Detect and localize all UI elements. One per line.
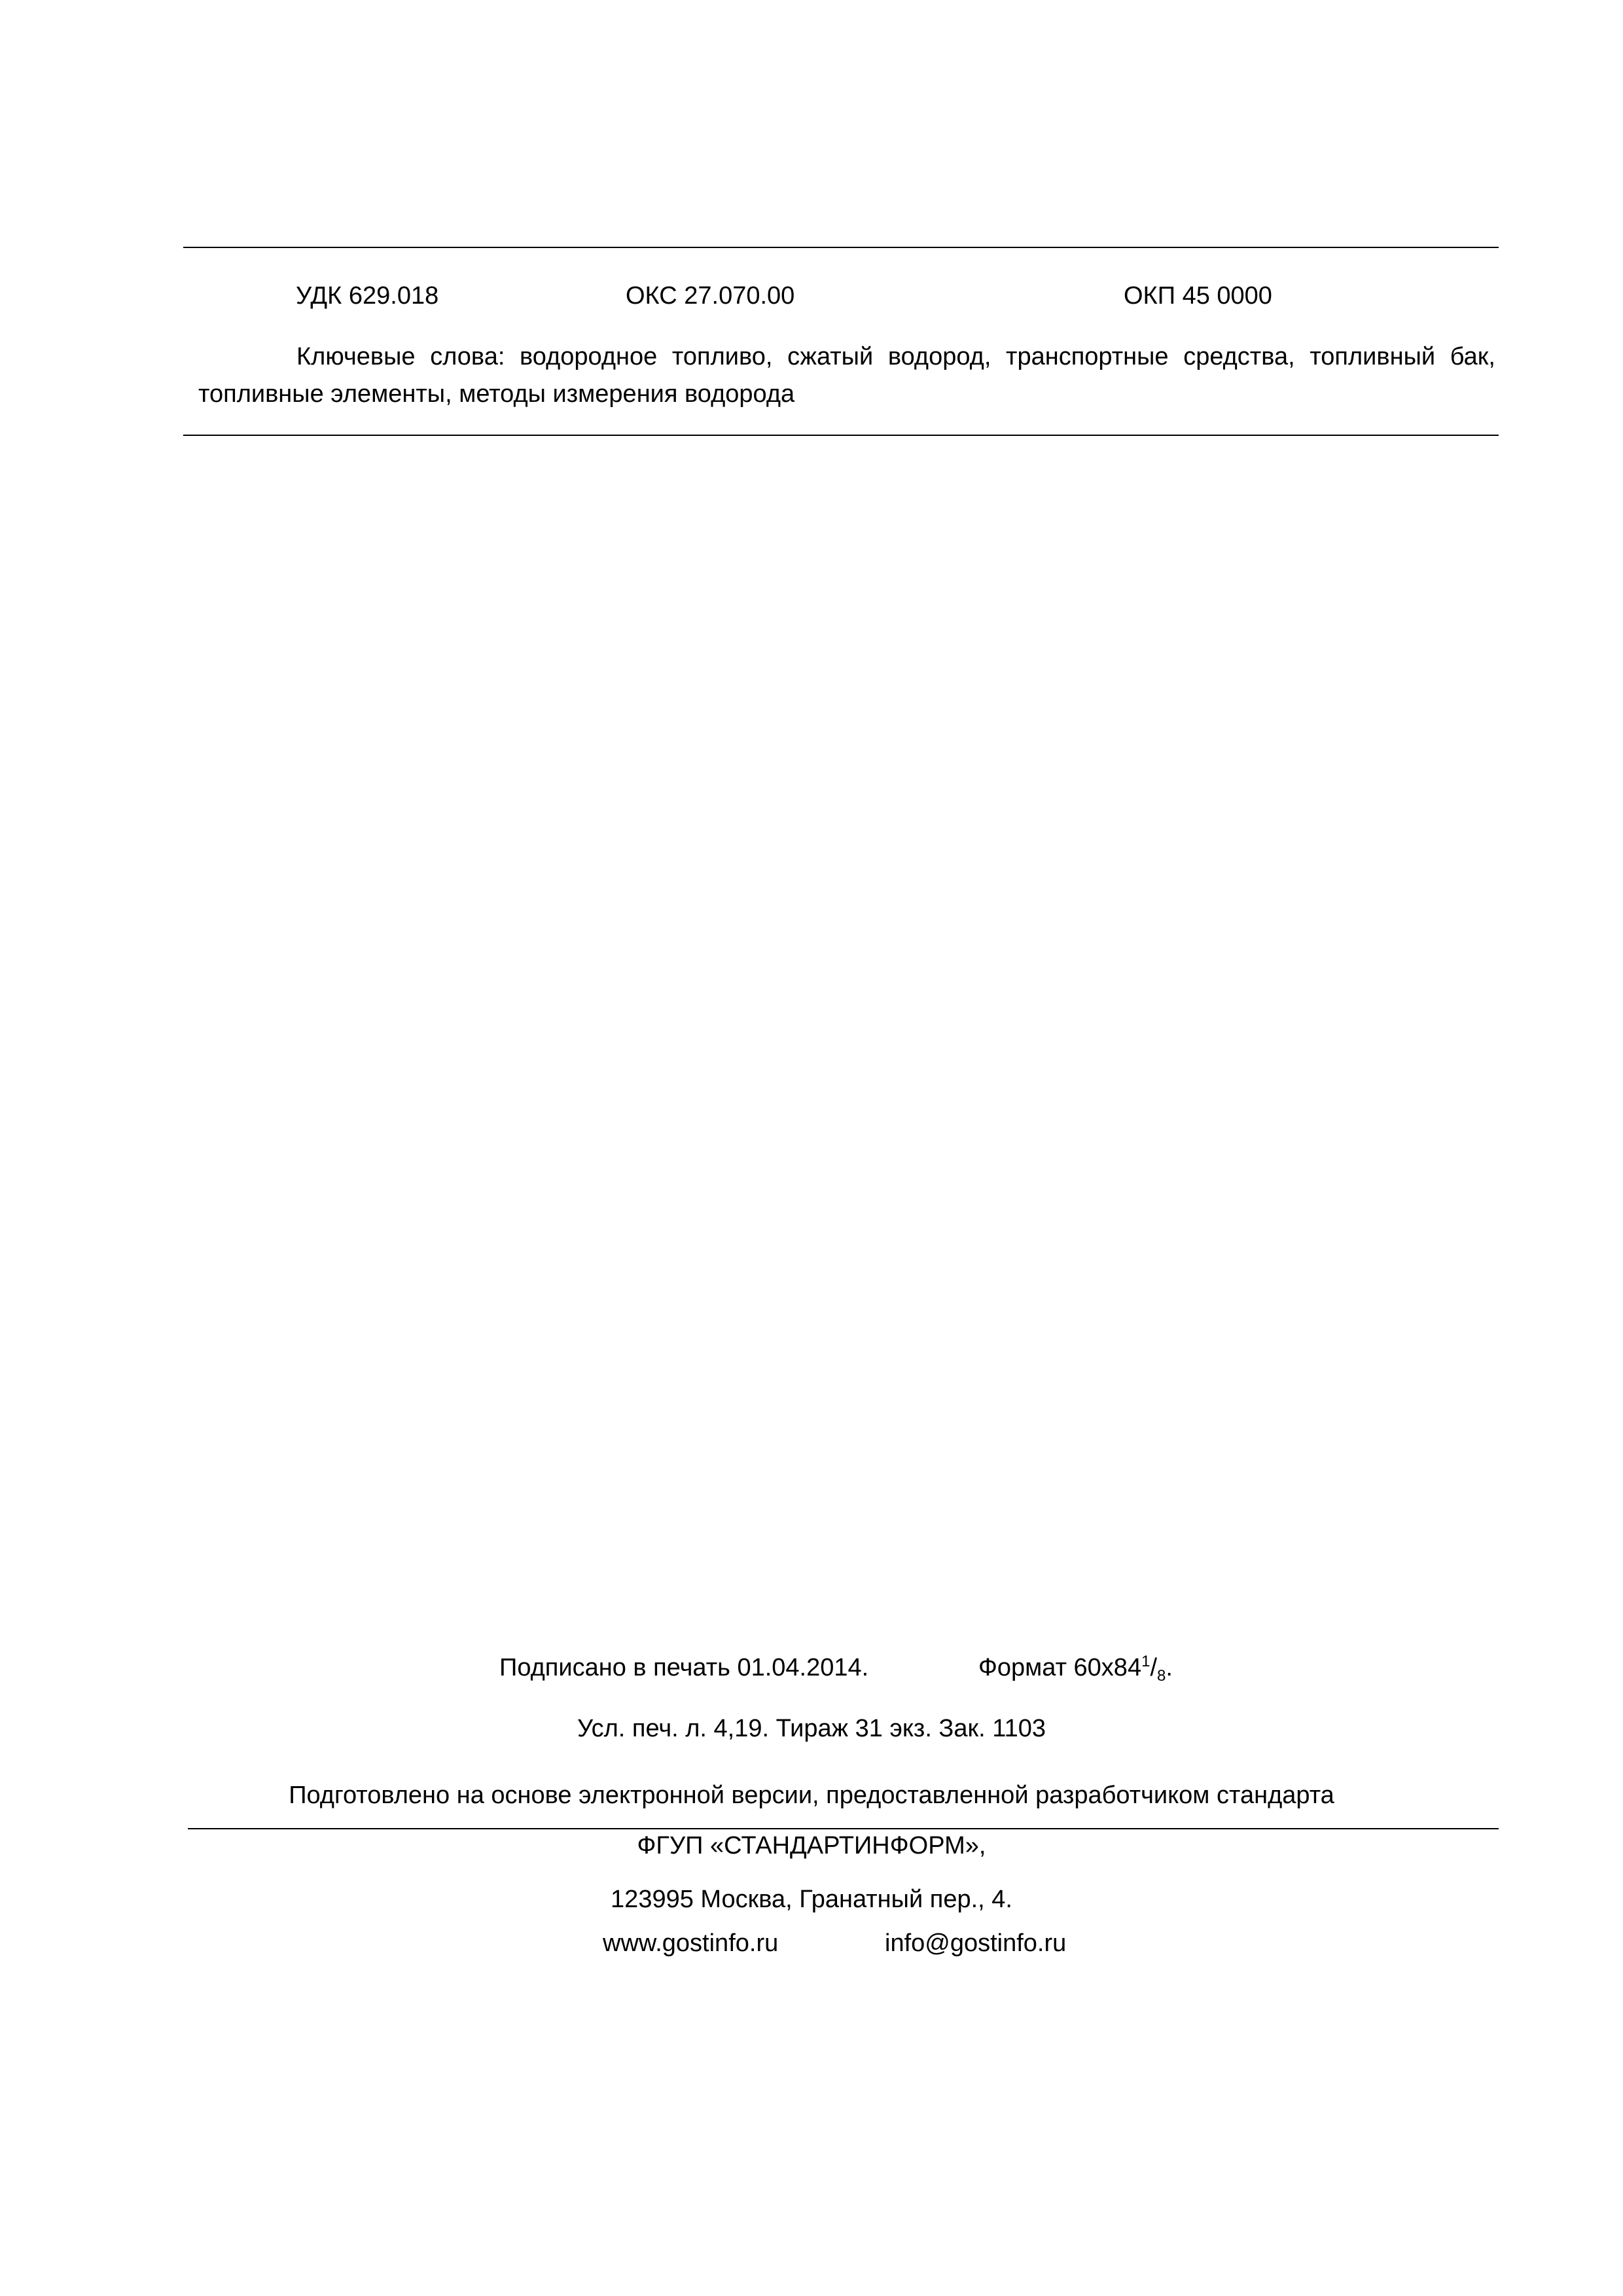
paper-format: [978, 1652, 1173, 1683]
publisher-address: 123995 Москва, Гранатный пер., 4.: [611, 1886, 1012, 1913]
udk-code: УДК 629.018: [296, 282, 439, 310]
format-denominator: 8: [1157, 1667, 1166, 1685]
keywords-bottom-rule: [183, 435, 1499, 436]
format-numerator: 1: [1141, 1653, 1150, 1670]
prepared-note: Подготовлено на основе электронной версии, предоставленной разработчиком стандарта: [289, 1782, 1334, 1809]
publisher-name: ФГУП «СТАНДАРТИНФОРМ»,: [637, 1832, 986, 1859]
keywords-paragraph: Ключевые слова: водородное топливо, сжатый водород, транспортные средства, топливный бак, топливные элементы, методы измерения водорода: [198, 343, 1495, 408]
publisher-email: info@gostinfo.ru: [885, 1929, 1067, 1957]
signed-to-print: Подписано в печать 01.04.2014.: [499, 1654, 869, 1681]
paper-format-label: Формат 60х84: [978, 1654, 1142, 1681]
oks-code: ОКС 27.070.00: [626, 282, 795, 310]
format-end: .: [1166, 1654, 1173, 1681]
format-slash: /: [1150, 1654, 1157, 1681]
publisher-website: www.gostinfo.ru: [603, 1929, 779, 1957]
publisher-top-rule: [188, 1828, 1499, 1829]
top-rule: [183, 247, 1499, 248]
print-run-info: Усл. печ. л. 4,19. Тираж 31 экз. Зак. 1103: [577, 1715, 1046, 1742]
okp-code: ОКП 45 0000: [1124, 282, 1272, 310]
